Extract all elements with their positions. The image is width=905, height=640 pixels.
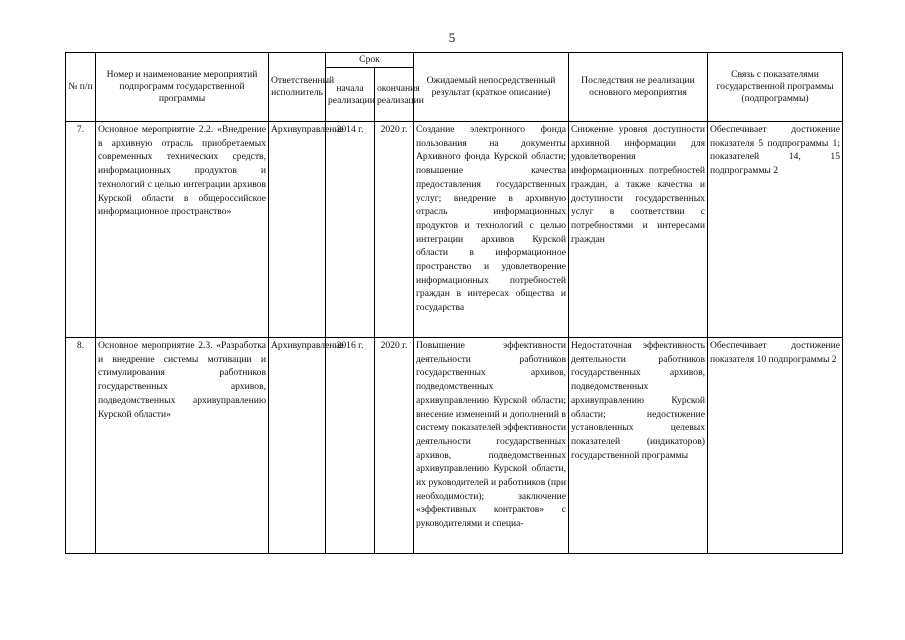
end-year: 2020 г.: [375, 338, 414, 554]
measures-table: [65, 52, 843, 554]
header-result: Ожидаемый непосредственный результат (краткое описание): [414, 53, 569, 122]
header-link: Связь с показателями государственной программы (подпрограммы): [708, 53, 843, 122]
row-number: 8.: [66, 338, 96, 554]
row-number: 7.: [66, 122, 96, 338]
non-implementation-consequences: Снижение уровня доступности архивной информации для удовлетворения информационных потребностей граждан, а также качества и доступности государственных услуг в соответствии с потребностями и интересами граждан: [569, 122, 708, 338]
indicator-link: Обеспечивает достижение показателя 10 подпрограммы 2: [708, 338, 843, 554]
header-responsible: Ответственный исполнитель: [269, 53, 326, 122]
expected-result: Повышение эффективности деятельности работников государственных архивов, подведомственных архивуправлению Курской области; внесение изменений и дополнений в систему показателей эффективности деятельности государственных архивов, подведомственных архивуправлению Курской области, их руководителей и работников (при необходимости); заключение «эффективных контрактов» с руководителями и специа-: [414, 338, 569, 554]
non-implementation-consequences: Недостаточная эффективность деятельности работников государственных архивов, подведомственных архивуправлению Курской области; недостижение установленных целевых показателей (индикаторов) государственной программы: [569, 338, 708, 554]
table-row: [66, 338, 843, 554]
header-consequences: Последствия не реализации основного мероприятия: [569, 53, 708, 122]
start-year: 2016 г.: [326, 338, 375, 554]
header-period: Срок: [326, 53, 414, 68]
responsible-executor: Архивуправление: [269, 338, 326, 554]
expected-result: Создание электронного фонда пользования на документы Архивного фонда Курской области; повышение качества предоставления государственных услуг; внедрение в архивную отрасль информационных продуктов и технологий с целью интеграции архивов Курской области в информационное пространство и удовлетворение информационных потребностей граждан в интересах общества и государства: [414, 122, 569, 338]
end-year: 2020 г.: [375, 122, 414, 338]
page-number: 5: [448, 30, 456, 45]
measure-name: Основное мероприятие 2.2. «Внедрение в архивную отрасль приобретаемых современных технических средств, информационных продуктов и технологий с целью интеграции архивов Курской области в общероссийское информационное пространство»: [96, 122, 269, 338]
indicator-link: Обеспечивает достижение показателя 5 подпрограммы 1; показателей 14, 15 подпрограммы 2: [708, 122, 843, 338]
responsible-executor: Архивуправление: [269, 122, 326, 338]
header-end: окончания реализации: [375, 68, 414, 122]
header-num: № п/п: [66, 53, 96, 122]
start-year: 2014 г.: [326, 122, 375, 338]
header-name: Номер и наименование мероприятий подпрограмм государственной программы: [96, 53, 269, 122]
table-row: [66, 122, 843, 338]
measure-name: Основное мероприятие 2.3. «Разработка и внедрение системы мотивации и стимулирования работников государственных архивов, подведомственных архивуправлению Курской области»: [96, 338, 269, 554]
header-start: начала реализации: [326, 68, 375, 122]
